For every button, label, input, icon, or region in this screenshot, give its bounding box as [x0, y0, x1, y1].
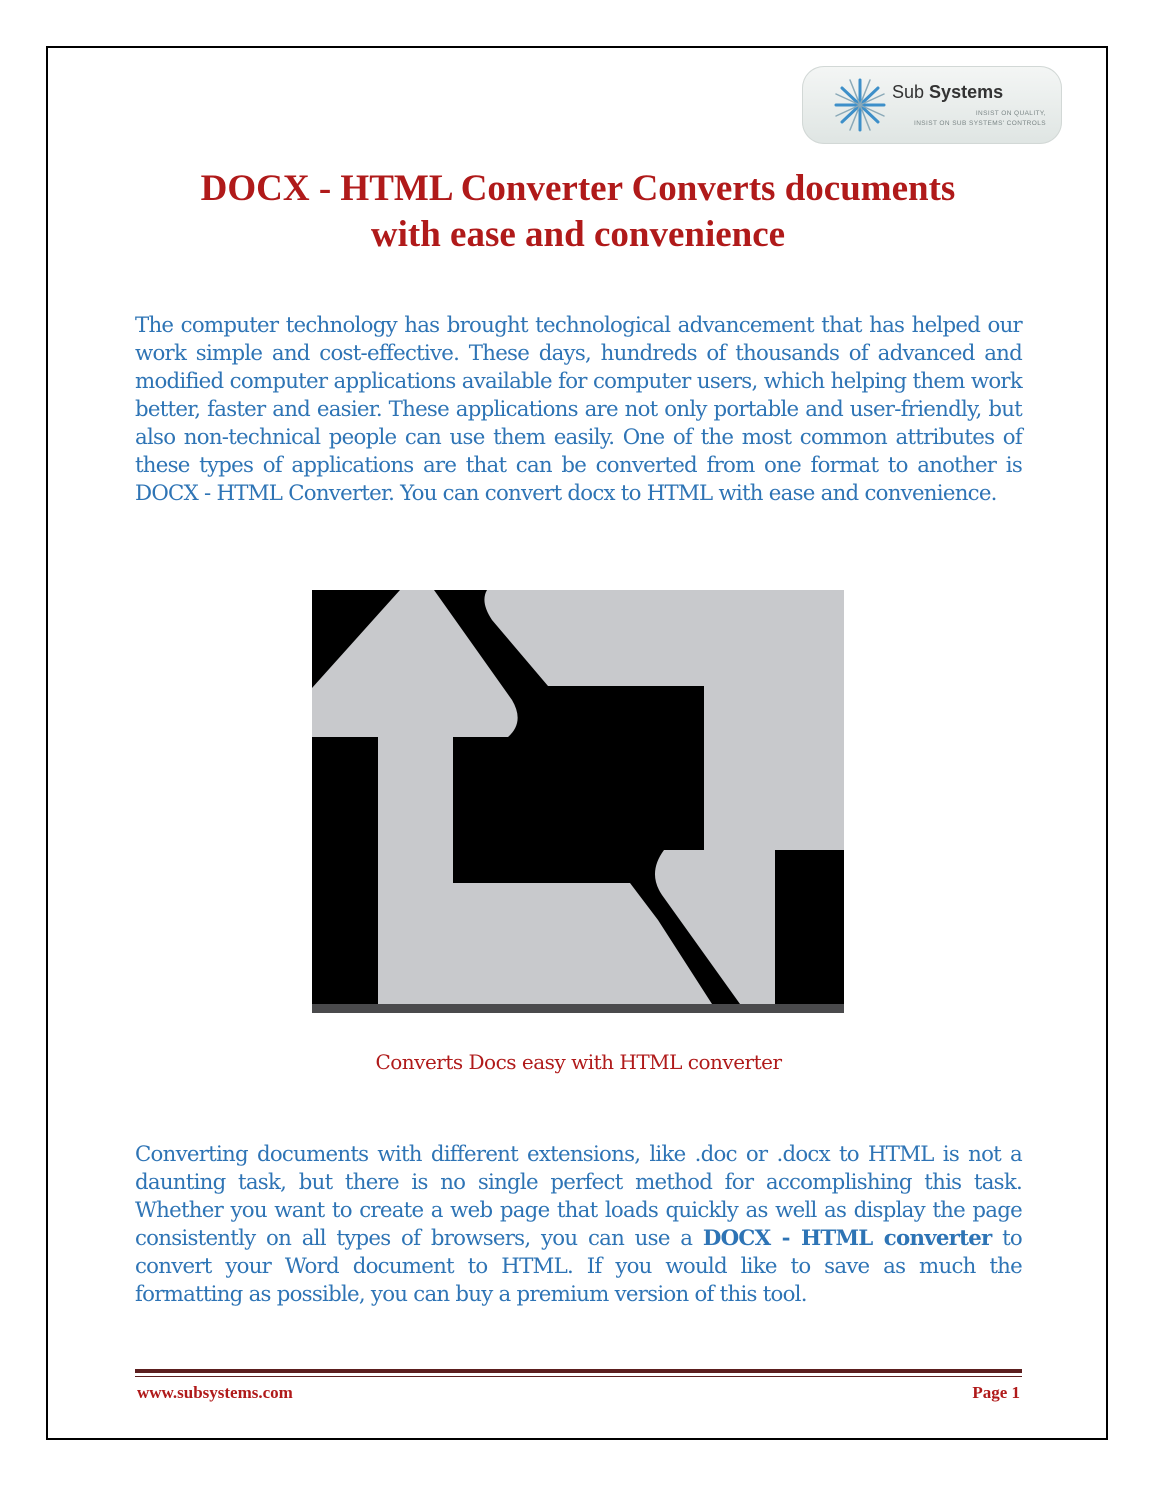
starburst-icon: [834, 76, 886, 134]
company-logo: [802, 66, 1062, 144]
logo-tagline-2: INSIST ON SUB SYSTEMS' CONTROLS: [914, 120, 1046, 127]
page-title: [100, 166, 1056, 258]
title-line-1: DOCX - HTML Converter Converts documents: [200, 168, 956, 209]
convert-arrows-icon: [312, 590, 844, 1013]
footer-website: www.subsystems.com: [137, 1383, 293, 1402]
footer-rule-thin: [135, 1376, 1022, 1377]
figure-caption: Converts Docs easy with HTML converter: [375, 1050, 782, 1074]
footer-page-number: Page 1: [972, 1383, 1020, 1402]
body-paragraph: Converting documents with different extensions, like .doc or .docx to HTML is not a daunting task, but there is no single perfect method for accomplishing this task. Whether you want to create a web page that loads quickly as well as display the page consistently on all types of browsers, you can use a DOCX - HTML converter to convert your Word document to HTML. If you would like to save as much the formatting as possible, you can buy a premium version of this tool.: [135, 1142, 1022, 1307]
logo-brand: Sub Systems: [892, 82, 1004, 102]
title-line-2: with ease and convenience: [370, 214, 786, 255]
footer-rule: [135, 1369, 1022, 1373]
docx-converter-highlight: DOCX - HTML converter: [702, 1226, 992, 1251]
logo-tagline-1: INSIST ON QUALITY,: [975, 110, 1046, 117]
convert-figure: [312, 590, 844, 1013]
intro-paragraph: The computer technology has brought technological advancement that has helped our work simple and cost-effective. These days, hundreds of thousands of advanced and modified computer applications available for computer users, which helping them work better, faster and easier. These applications are not only portable and user-friendly, but also non-technical people can use them easily. One of the most common attributes of these types of applications are that can be converted from one format to another is DOCX - HTML Converter. You can convert docx to HTML with ease and convenience.: [135, 313, 1022, 506]
